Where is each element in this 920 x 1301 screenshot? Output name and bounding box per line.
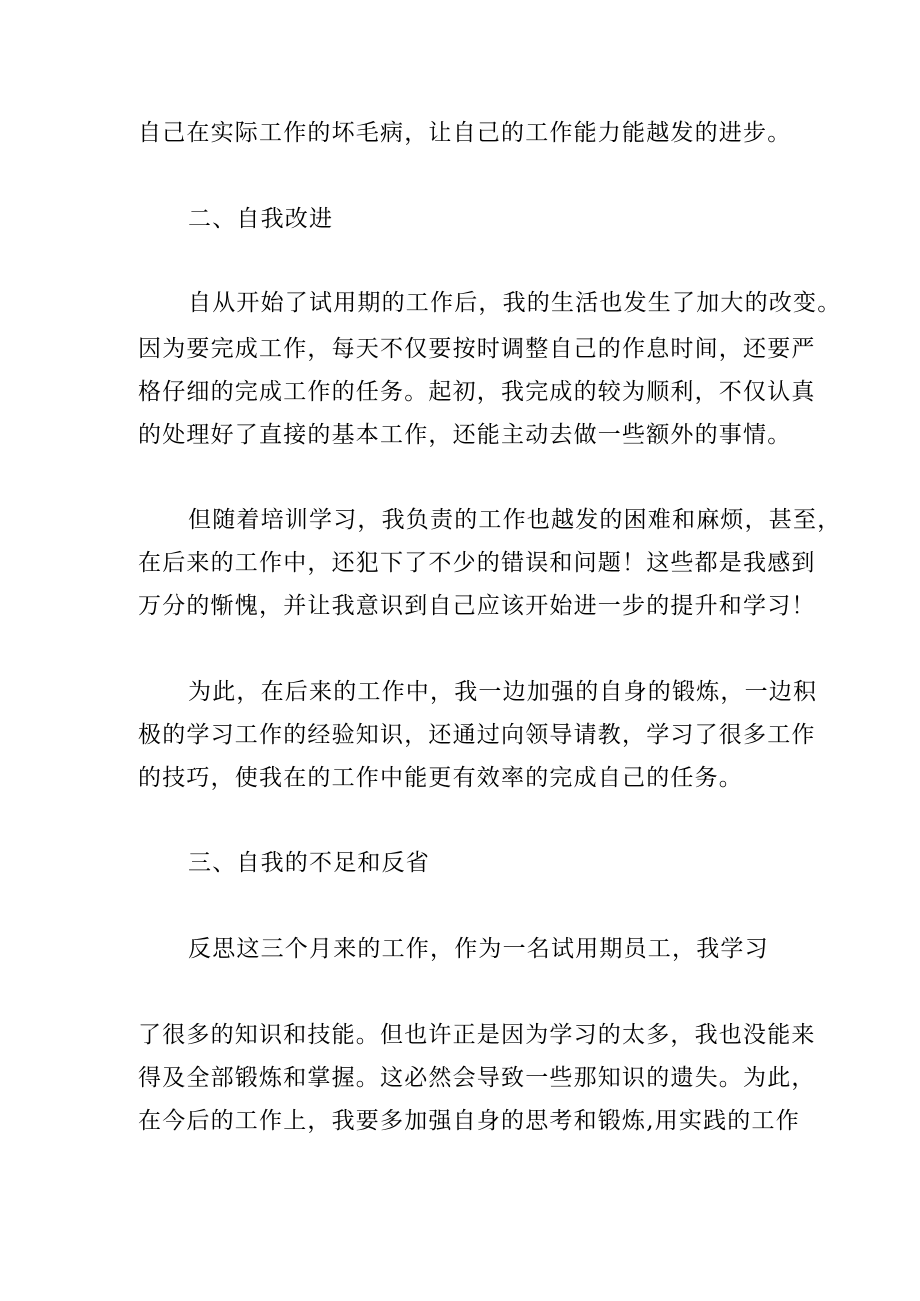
text-line-3: 自从开始了试用期的工作后，我的生活也发生了加大的改变。 bbox=[188, 290, 842, 316]
text-line-4: 因为要完成工作，每天不仅要按时调整自己的作息时间，还要严 bbox=[138, 336, 816, 362]
text-line-17: 在今后的工作上，我要多加强自身的思考和锻炼,用实践的工作 bbox=[138, 1108, 800, 1134]
text-line-8: 在后来的工作中，还犯下了不少的错误和问题！这些都是我感到 bbox=[138, 550, 816, 576]
text-line-11: 极的学习工作的经验知识，还通过向领导请教，学习了很多工作 bbox=[138, 722, 816, 748]
text-line-15: 了很多的知识和技能。但也许正是因为学习的太多，我也没能来 bbox=[138, 1022, 816, 1048]
text-line-6: 的处理好了直接的基本工作，还能主动去做一些额外的事情。 bbox=[138, 422, 792, 448]
section-heading-2: 二、自我改进 bbox=[188, 206, 334, 232]
text-line-14: 反思这三个月来的工作，作为一名试用期员工，我学习 bbox=[188, 936, 769, 962]
section-heading-3: 三、自我的不足和反省 bbox=[188, 850, 430, 876]
text-line-5: 格仔细的完成工作的任务。起初，我完成的较为顺利，不仅认真 bbox=[138, 379, 816, 405]
text-line-7: 但随着培训学习，我负责的工作也越发的困难和麻烦，甚至， bbox=[188, 507, 842, 533]
text-line-12: 的技巧，使我在的工作中能更有效率的完成自己的任务。 bbox=[138, 765, 743, 791]
text-line-16: 得及全部锻炼和掌握。这必然会导致一些那知识的遗失。为此， bbox=[138, 1065, 816, 1091]
text-line-1: 自己在实际工作的坏毛病，让自己的工作能力能越发的进步。 bbox=[138, 120, 792, 146]
text-line-9: 万分的惭愧，并让我意识到自己应该开始进一步的提升和学习！ bbox=[138, 593, 816, 619]
text-line-10: 为此，在后来的工作中，我一边加强的自身的锻炼，一边积 bbox=[188, 679, 818, 705]
